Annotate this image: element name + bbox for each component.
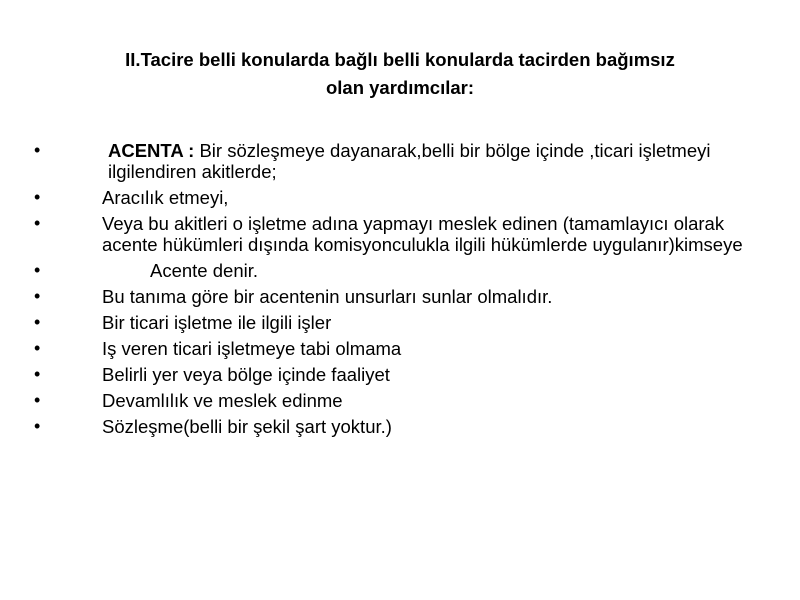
- bullet-text: Iş veren ticari işletmeye tabi olmama: [102, 338, 402, 359]
- bullet-item: [0, 312, 800, 333]
- bullet-dot-icon: •: [34, 286, 41, 306]
- term-label: ACENTA :: [108, 140, 195, 161]
- bullet-dot-icon: •: [34, 187, 41, 207]
- bullet-item-acenta: [0, 140, 800, 182]
- bullet-item: [0, 187, 800, 208]
- bullet-item: [0, 390, 800, 411]
- bullet-item: [0, 364, 800, 385]
- bullet-dot-icon: •: [34, 140, 41, 160]
- bullet-item: [0, 416, 800, 437]
- bullet-dot-icon: •: [34, 312, 41, 332]
- slide-title-line-2: olan yardımcılar:: [325, 77, 475, 98]
- bullet-dot-icon: •: [34, 364, 41, 384]
- bullet-item: [0, 260, 800, 281]
- bullet-dot-icon: •: [34, 390, 41, 410]
- bullet-text: Belirli yer veya bölge içinde faaliyet: [102, 364, 390, 385]
- slide-title: [40, 46, 760, 102]
- bullet-text: Acente denir.: [150, 260, 258, 281]
- bullet-dot-icon: •: [34, 338, 41, 358]
- bullet-dot-icon: •: [34, 213, 41, 233]
- bullet-dot-icon: •: [34, 416, 41, 436]
- bullet-item: [0, 213, 800, 255]
- term-definition: Bir sözleşmeye dayanarak,belli bir bölge içinde ,ticari işletmeyi ilgilendiren akitlerde;: [108, 140, 711, 182]
- bullet-item: [0, 286, 800, 307]
- bullet-text: Bu tanıma göre bir acentenin unsurları sunlar olmalıdır.: [102, 286, 553, 307]
- bullet-item: [0, 338, 800, 359]
- bullet-text: Sözleşme(belli bir şekil şart yoktur.): [102, 416, 392, 437]
- bullet-dot-icon: •: [34, 260, 41, 280]
- slide-title-line-1: II.Tacire belli konularda bağlı belli konularda tacirden bağımsız: [125, 49, 675, 70]
- bullet-text: [102, 140, 760, 182]
- bullet-text: Aracılık etmeyi,: [102, 187, 229, 208]
- bullet-text: Devamlılık ve meslek edinme: [102, 390, 343, 411]
- bullet-text: Bir ticari işletme ile ilgili işler: [102, 312, 332, 333]
- bullet-text: Veya bu akitleri o işletme adına yapmayı meslek edinen (tamamlayıcı olarak acente hükümleri dışında komisyonculukla ilgili hükümlerde uygulanır)kimseye: [102, 213, 743, 255]
- bullet-list: [0, 140, 800, 442]
